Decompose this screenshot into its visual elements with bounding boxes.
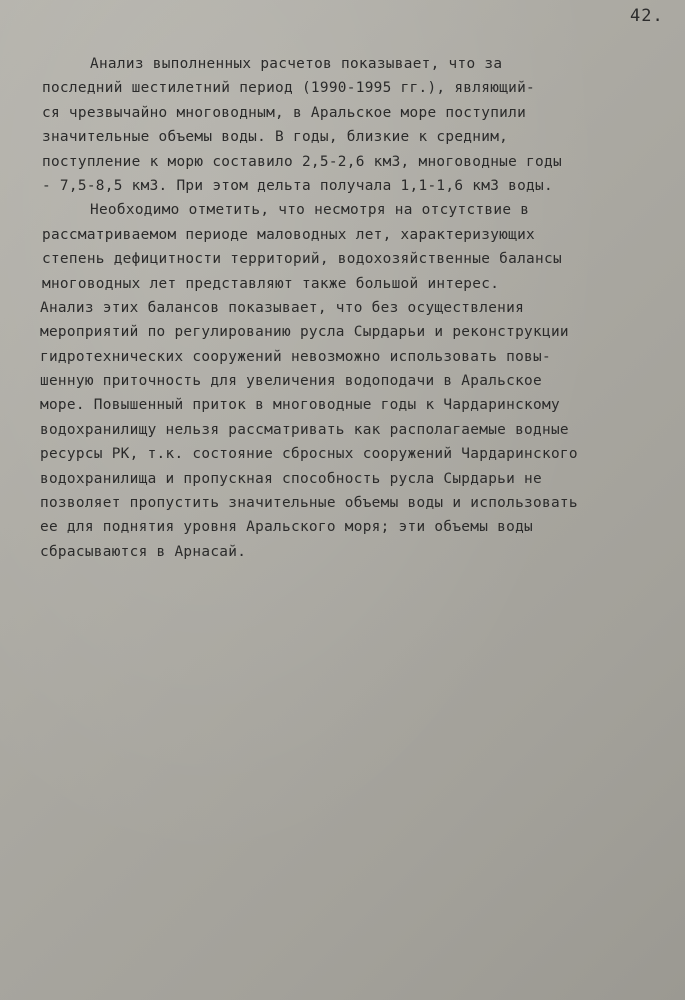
text-line: гидротехнических сооружений невозможно использовать повы- — [40, 348, 551, 365]
text-line: ся чрезвычайно многоводным, в Аральское море поступили — [42, 104, 527, 121]
text-line: - 7,5-8,5 км3. При этом дельта получала 1,1-1,6 км3 воды. — [42, 177, 553, 194]
text-line: Необходимо отметить, что несмотря на отсутствие в — [90, 202, 530, 219]
page-number: 42. — [630, 6, 664, 26]
text-line: позволяет пропустить значительные объемы воды и использовать — [40, 495, 578, 512]
text-line: море. Повышенный приток в многоводные годы к Чардаринскому — [40, 397, 560, 414]
text-line: степень дефицитности территорий, водохозяйственные балансы — [42, 251, 562, 268]
text-line: мероприятий по регулированию русла Сырдарьи и реконструкции — [40, 324, 569, 341]
text-line: Анализ выполненных расчетов показывает, что за — [90, 56, 503, 72]
text-line: ресурсы РК, т.к. состояние сбросных сооружений Чардаринского — [40, 446, 578, 463]
text-line: значительные объемы воды. В годы, близкие к средним, — [42, 129, 509, 146]
text-line: рассматриваемом периоде маловодных лет, характеризующих — [42, 226, 536, 243]
text-line: поступление к морю составило 2,5-2,6 км3, многоводные годы — [42, 153, 562, 170]
text-line: водохранилища и пропускная способность русла Сырдарьи не — [40, 470, 542, 487]
text-line: сбрасываются в Арнасай. — [40, 543, 247, 560]
body-text — [0, 52, 685, 564]
text-line: ее для поднятия уровня Аральского моря; эти объемы воды — [40, 519, 534, 536]
text-line: шенную приточность для увеличения водоподачи в Аральское — [40, 373, 542, 390]
text-line: последний шестилетний период (1990-1995 гг.), являющий- — [42, 80, 536, 97]
text-line: многоводных лет представляют также большой интерес. — [42, 275, 500, 292]
text-line: Анализ этих балансов показывает, что без осуществления — [40, 299, 525, 316]
text-line: водохранилищу нельзя рассматривать как располагаемые водные — [40, 421, 569, 438]
